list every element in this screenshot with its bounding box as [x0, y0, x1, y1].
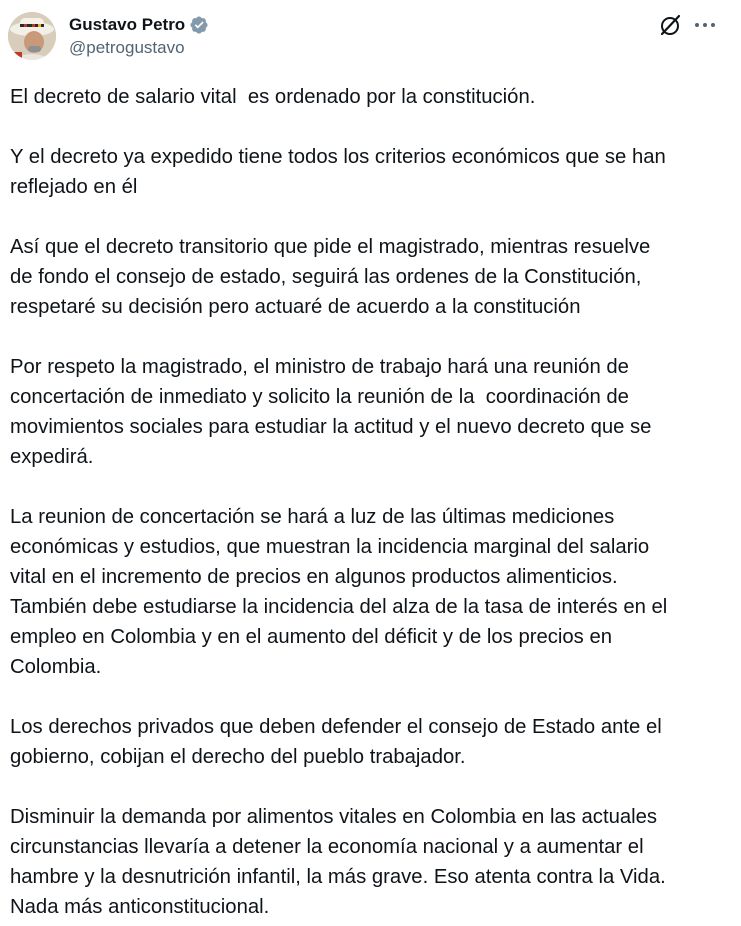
user-avatar-icon — [8, 12, 56, 60]
grok-icon[interactable] — [658, 12, 684, 38]
tweet-header — [0, 0, 741, 80]
tweet-text — [10, 82, 732, 922]
author-handle[interactable]: @petrogustavo — [69, 38, 185, 57]
author-display-name[interactable]: Gustavo Petro — [69, 15, 186, 34]
tweet-paragraph: La reunion de concertación se hará a luz de las últimas mediciones económicas y estudios, que muestran la incidencia marginal del salario vital en el incremento de precios en algunos productos alimenticios. También debe estudiarse la incidencia del alza de la tasa de interés en el empleo en Colombia y en el aumento del déficit y de los precios en Colombia. — [10, 506, 668, 678]
tweet-paragraph: Y el decreto ya expedido tiene todos los criterios económicos que se han reflejado en él — [10, 146, 666, 198]
avatar[interactable] — [8, 12, 56, 60]
tweet-paragraph: El decreto de salario vital es ordenado por la constitución. — [10, 86, 536, 108]
tweet-paragraph: Los derechos privados que deben defender el consejo de Estado ante el gobierno, cobijan el derecho del pueblo trabajador. — [10, 716, 662, 768]
more-options-icon[interactable] — [692, 13, 718, 37]
verified-badge-icon[interactable] — [189, 15, 209, 35]
tweet-paragraph: Disminuir la demanda por alimentos vitales en Colombia en las actuales circunstancias llevaría a detener la economía nacional y a aumentar el hambre y la desnutrición infantil, la más grave. Eso atenta contra la Vida. Nada más anticonstitucional. — [10, 806, 666, 918]
tweet-paragraph: Así que el decreto transitorio que pide el magistrado, mientras resuelve de fondo el consejo de estado, seguirá las ordenes de la Constitución, respetaré su decisión pero actuaré de acuerdo a la constitución — [10, 236, 651, 318]
author-name-row — [69, 13, 209, 37]
tweet-paragraph: Por respeto la magistrado, el ministro de trabajo hará una reunión de concertación de inmediato y solicito la reunión de la coordinación de movimientos sociales para estudiar la actitud y el nuevo decreto que se expedirá. — [10, 356, 652, 468]
